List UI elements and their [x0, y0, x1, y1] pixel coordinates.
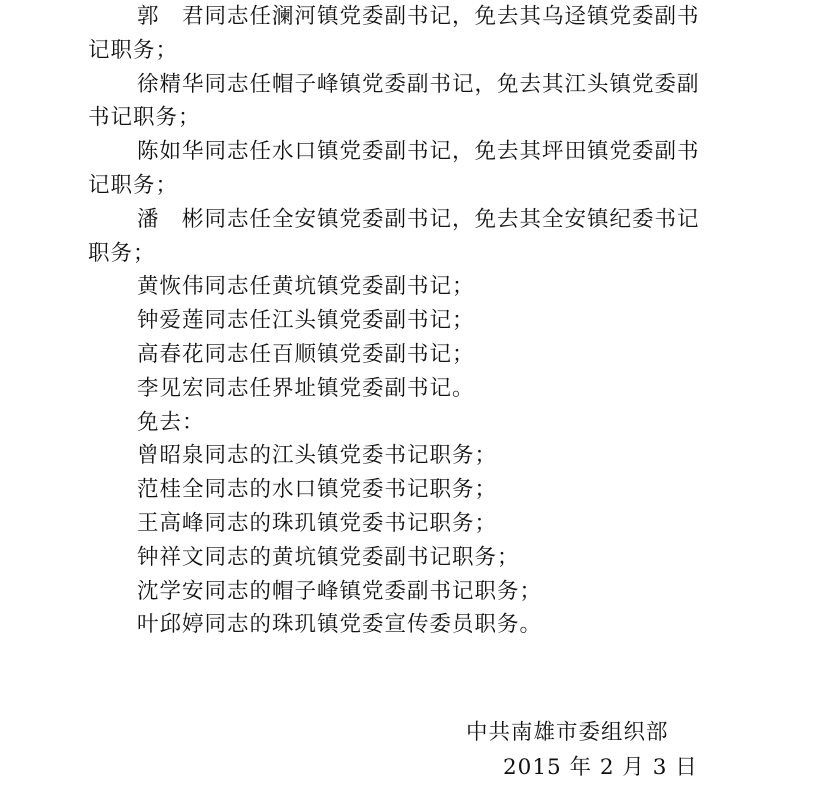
text-line: 叶邱婷同志的珠玑镇党委宣传委员职务。 — [137, 612, 543, 638]
text-line: 高春花同志任百顺镇党委副书记； — [137, 341, 475, 367]
text-line: 沈学安同志的帽子峰镇党委副书记职务； — [137, 578, 543, 604]
text-line: 李见宏同志任界址镇党委副书记。 — [137, 375, 475, 401]
text-line: 钟爱莲同志任江头镇党委副书记； — [137, 308, 475, 334]
document-body — [88, 0, 738, 642]
text-line: 曾昭泉同志的江头镇党委书记职务； — [137, 443, 498, 469]
text-line: 范桂全同志的水口镇党委书记职务； — [137, 477, 498, 503]
text-line: 潘 彬同志任全安镇党委副书记，免去其全安镇纪委书记 — [137, 206, 700, 232]
text-line: 徐精华同志任帽子峰镇党委副书记，免去其江头镇党委副 — [137, 71, 700, 97]
text-line: 黄恢伟同志任黄坑镇党委副书记； — [137, 274, 475, 300]
signature-organization — [0, 716, 820, 750]
text-line: 郭 君同志任澜河镇党委副书记，免去其乌迳镇党委副书 — [137, 4, 700, 29]
signature-organization-text: 中共南雄市委组织部 — [466, 720, 669, 745]
text-line: 职务； — [88, 240, 156, 266]
text-line: 钟祥文同志的黄坑镇党委副书记职务； — [137, 544, 520, 570]
text-line: 记职务； — [88, 37, 179, 63]
signature-date-text: 2015 年 2 月 3 日 — [503, 755, 698, 780]
section-heading-dismissal: 免去： — [137, 409, 205, 435]
text-line: 陈如华同志任水口镇党委副书记，免去其坪田镇党委副书 — [137, 139, 700, 165]
text-line: 记职务； — [88, 172, 179, 198]
signature-date — [0, 751, 820, 785]
text-line: 书记职务； — [88, 105, 201, 131]
text-line: 王高峰同志的珠玑镇党委书记职务； — [137, 510, 498, 536]
